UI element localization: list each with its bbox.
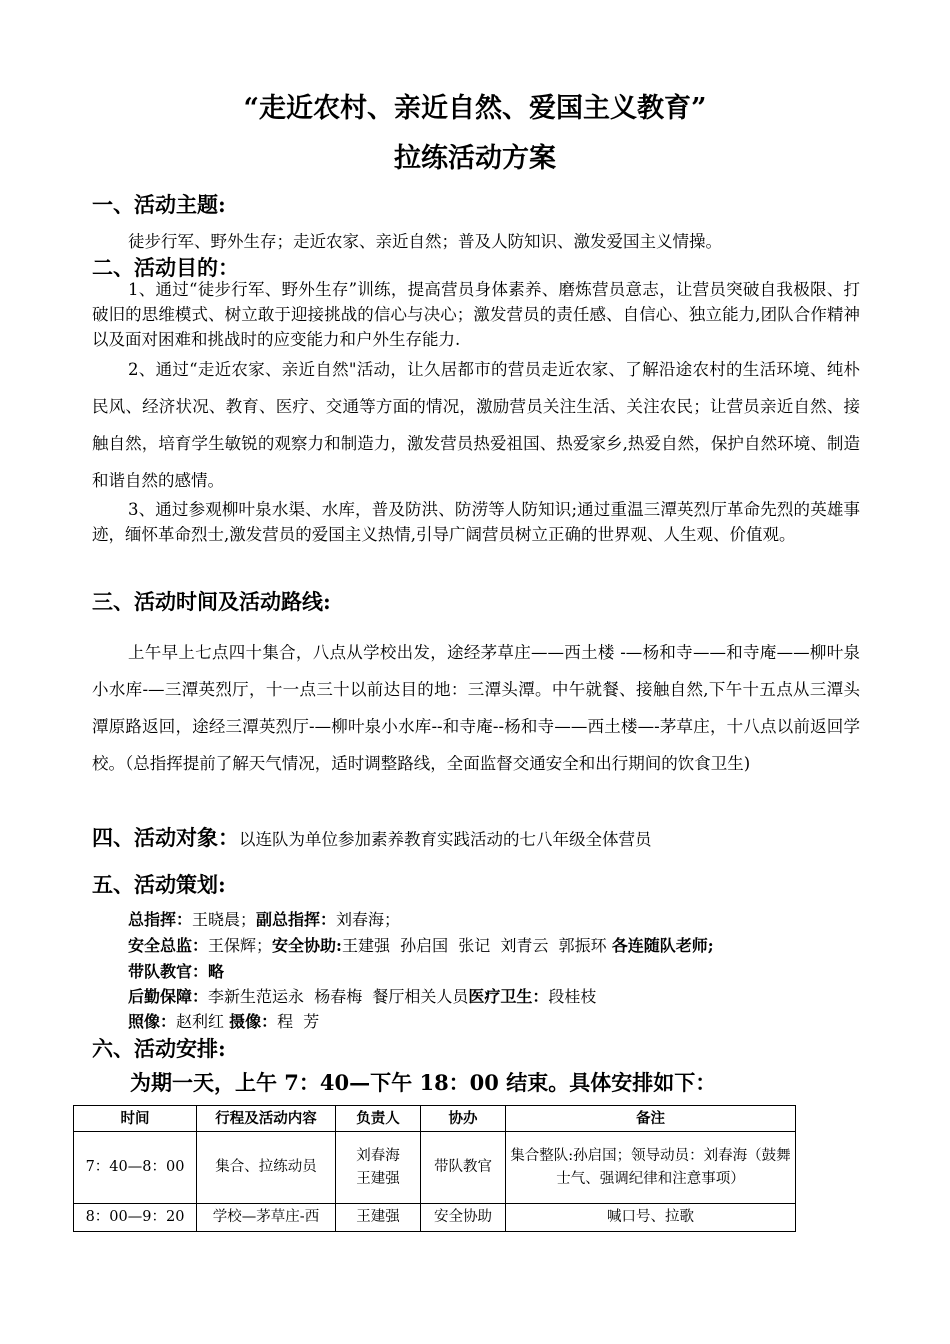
staff-line-logistics — [128, 984, 596, 1007]
photo-name: 赵利红 — [176, 1012, 230, 1031]
table-row — [74, 1204, 796, 1232]
participants-heading-label: 四、活动对象： — [92, 825, 239, 850]
cell-content: 学校—茅草庄-西 — [197, 1204, 336, 1232]
section-heading-schedule: 六、活动安排: — [92, 1036, 226, 1061]
deputy-label: 副总指挥： — [256, 910, 337, 929]
safety-name: 王保辉； — [208, 936, 273, 955]
schedule-table — [73, 1105, 796, 1232]
theme-text: 徒步行军、野外生存；走近农家、亲近自然；普及人防知识、激发爱国主义情操。 — [128, 232, 722, 251]
cell-note: 喊口号、拉歌 — [506, 1204, 796, 1232]
chief-label: 总指挥： — [128, 910, 193, 929]
section-heading-purpose: 二、活动目的： — [92, 255, 239, 280]
medical-label: 医疗卫生： — [468, 987, 549, 1006]
header-content: 行程及活动内容 — [197, 1106, 336, 1132]
purpose-paragraph-1: 1、通过“徒步行军、野外生存”训练，提高营员身体素养、磨炼营员意志，让营员突破自我极限、打破旧的思维模式、树立敢于迎接挑战的信心与决心；激发营员的责任感、自信心、独立能力,团队合作精神以及面对困难和挑战时的应变能力和户外生存能力. — [92, 280, 860, 349]
assist-label: 安全协助: — [272, 936, 342, 955]
instructor-label: 带队教官： — [128, 962, 209, 981]
section-heading-participants — [92, 822, 652, 852]
staff-line-command — [128, 907, 400, 930]
video-label: 摄像： — [229, 1012, 278, 1031]
cell-content: 集合、拉练动员 — [197, 1132, 336, 1204]
schedule-summary: 为期一天，上午 7：40—下午 18：00 结束。具体安排如下： — [130, 1070, 717, 1095]
route-paragraph: 上午早上七点四十集合，八点从学校出发，途经茅草庄——西土楼 -—杨和寺——和寺庵——柳叶泉小水库-—三潭英烈厅，十一点三十以前达目的地：三潭头潭。中午就餐、接触自然,下午十五点从三潭头潭原路返回，途经三潭英烈厅-—柳叶泉小水库--和寺庵--杨和寺——西土楼—-茅草庄，十八点以前返回学校。（总指挥提前了解天气情况，适时调整路线，全面监督交通安全和出行期间的饮食卫生) — [92, 643, 860, 773]
table-header-row — [74, 1106, 796, 1132]
cell-assist: 带队教官 — [421, 1132, 506, 1204]
logistics-names: 李新生范运永 杨春梅 餐厅相关人员 — [208, 987, 469, 1006]
staff-line-instructor — [128, 959, 224, 982]
cell-time: 8：00—9：20 — [74, 1204, 197, 1232]
header-note: 备注 — [506, 1106, 796, 1132]
header-leader: 负责人 — [336, 1106, 421, 1132]
staff-line-media — [128, 1009, 319, 1032]
chief-name: 王晓晨； — [192, 910, 257, 929]
safety-label: 安全总监： — [128, 936, 209, 955]
logistics-label: 后勤保障： — [128, 987, 209, 1006]
participants-text: 以连队为单位参加素养教育实践活动的七八年级全体营员 — [239, 830, 652, 849]
section-heading-planning: 五、活动策划: — [92, 872, 226, 897]
purpose-paragraph-2: 2、通过“走近农家、亲近自然"活动，让久居都市的营员走近农家、了解沿途农村的生活环境、纯朴民风、经济状况、教育、医疗、交通等方面的情况，激励营员关注生活、关注农民；让营员亲近自然、接触自然，培育学生敏锐的观察力和制造力，激发营员热爱祖国、热爱家乡,热爱自然，保护自然环境、制造和谐自然的感情。 — [92, 360, 860, 490]
doc-title-line1: “走近农村、亲近自然、爱国主义教育” — [243, 93, 707, 124]
teachers-note: 各连随队老师; — [611, 936, 714, 955]
cell-assist: 安全协助 — [421, 1204, 506, 1232]
deputy-name: 刘春海； — [336, 910, 401, 929]
section-heading-theme: 一、活动主题: — [92, 192, 226, 217]
staff-line-safety — [128, 933, 714, 956]
cell-note: 集合整队:孙启国；领导动员：刘春海（鼓舞士气、强调纪律和注意事项） — [506, 1132, 796, 1204]
cell-leader: 王建强 — [336, 1204, 421, 1232]
video-name: 程 芳 — [277, 1012, 320, 1031]
header-time: 时间 — [74, 1106, 197, 1132]
header-assist: 协办 — [421, 1106, 506, 1132]
cell-leader — [336, 1132, 421, 1204]
assist-names: 王建强 孙启国 张记 刘青云 郭振环 — [341, 936, 612, 955]
section-heading-route: 三、活动时间及活动路线: — [92, 589, 331, 614]
instructor-value: 略 — [208, 962, 225, 981]
purpose-paragraph-3: 3、通过参观柳叶泉水渠、水库，普及防洪、防涝等人防知识;通过重温三潭英烈厅革命先烈的英雄事迹，缅怀革命烈士,激发营员的爱国主义热情,引导广阔营员树立正确的世界观、人生观、价值观。 — [92, 500, 860, 544]
doc-title-line2: 拉练活动方案 — [394, 143, 556, 174]
cell-time: 7：40—8：00 — [74, 1132, 197, 1204]
photo-label: 照像： — [128, 1012, 177, 1031]
medical-name: 段桂枝 — [548, 987, 597, 1006]
table-row — [74, 1132, 796, 1204]
leader-name: 王建强 — [356, 1170, 400, 1187]
leader-name: 刘春海 — [356, 1147, 400, 1164]
